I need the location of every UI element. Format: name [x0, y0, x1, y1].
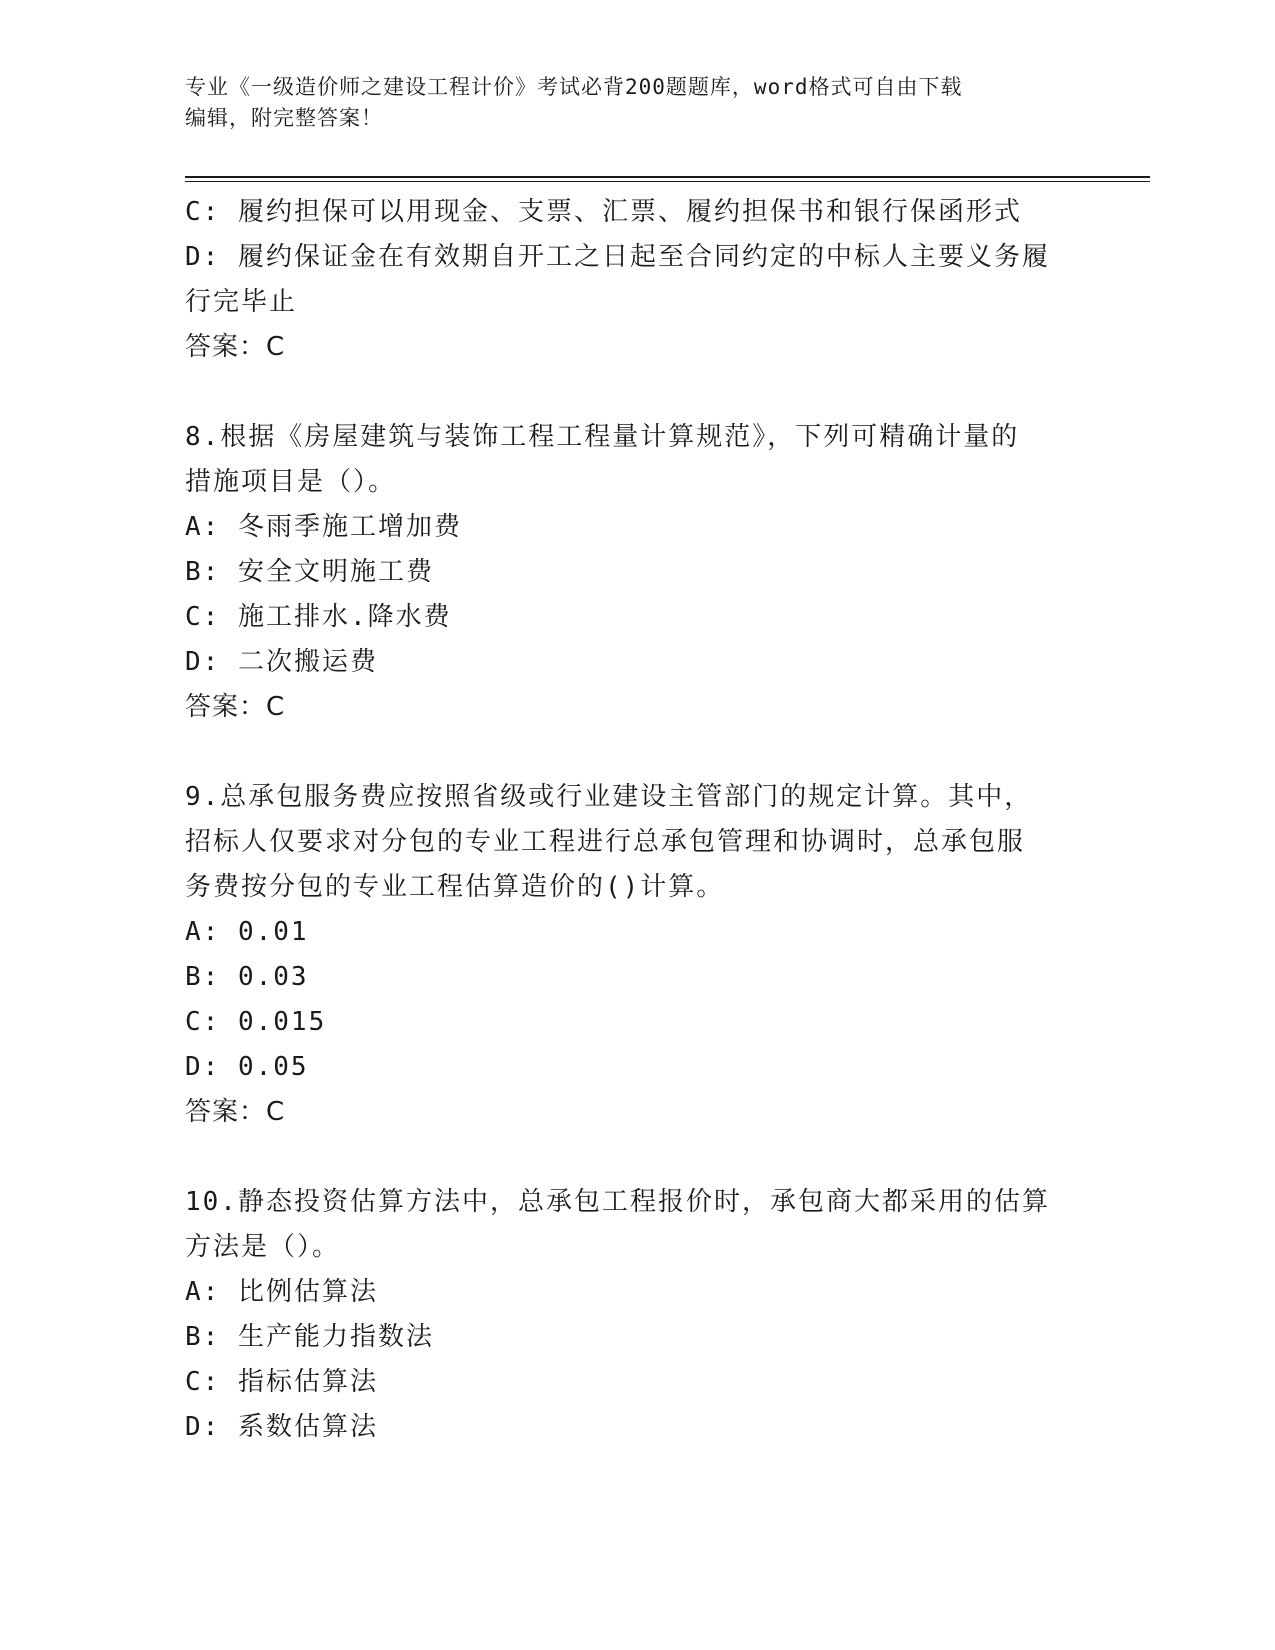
question-stem-continuation: 务费按分包的专业工程估算造价的()计算。 — [185, 872, 725, 902]
option-d: D: 0.05 — [185, 1052, 309, 1082]
question-stem-continuation: 措施项目是（）。 — [185, 467, 397, 497]
option-a: A: 冬雨季施工增加费 — [185, 512, 462, 542]
question-8 — [185, 415, 1085, 730]
spacer — [185, 730, 1085, 775]
option-c: C: 0.015 — [185, 1007, 327, 1037]
option-b: B: 安全文明施工费 — [185, 557, 434, 587]
answer: 答案：C — [185, 332, 286, 362]
option-a: A: 0.01 — [185, 917, 309, 947]
question-stem: 9.总承包服务费应按照省级或行业建设主管部门的规定计算。其中， — [185, 782, 1033, 812]
option-b: B: 生产能力指数法 — [185, 1322, 434, 1352]
header-divider-thin — [185, 181, 1150, 182]
header-line-1: 专业《一级造价师之建设工程计价》考试必背200题题库，word格式可自由下载 — [185, 75, 963, 99]
option-c: C: 施工排水.降水费 — [185, 602, 452, 632]
option-d: D: 二次搬运费 — [185, 647, 378, 677]
prev-question — [185, 190, 1085, 370]
option-d: D: 系数估算法 — [185, 1412, 378, 1442]
option-d: D: 履约保证金在有效期自开工之日起至合同约定的中标人主要义务履 — [185, 242, 1050, 272]
question-stem: 10.静态投资估算方法中，总承包工程报价时，承包商大都采用的估算 — [185, 1187, 1050, 1217]
answer: 答案：C — [185, 692, 286, 722]
question-stem: 8.根据《房屋建筑与装饰工程工程量计算规范》，下列可精确计量的 — [185, 422, 1020, 452]
question-9 — [185, 775, 1085, 1135]
option-a: A: 比例估算法 — [185, 1277, 378, 1307]
question-stem-continuation: 方法是（）。 — [185, 1232, 341, 1262]
header-divider-thick — [185, 176, 1150, 178]
document-header — [185, 72, 1065, 134]
option-c: C: 履约担保可以用现金、支票、汇票、履约担保书和银行保函形式 — [185, 197, 1022, 227]
answer: 答案：C — [185, 1097, 286, 1127]
option-d-continuation: 行完毕止 — [185, 287, 298, 317]
question-10 — [185, 1180, 1085, 1450]
spacer — [185, 1135, 1085, 1180]
option-c: C: 指标估算法 — [185, 1367, 378, 1397]
question-stem-continuation: 招标人仅要求对分包的专业工程进行总承包管理和协调时，总承包服 — [185, 827, 1026, 857]
spacer — [185, 370, 1085, 415]
question-content — [185, 190, 1085, 1450]
option-b: B: 0.03 — [185, 962, 309, 992]
header-line-2: 编辑，附完整答案！ — [185, 106, 383, 130]
